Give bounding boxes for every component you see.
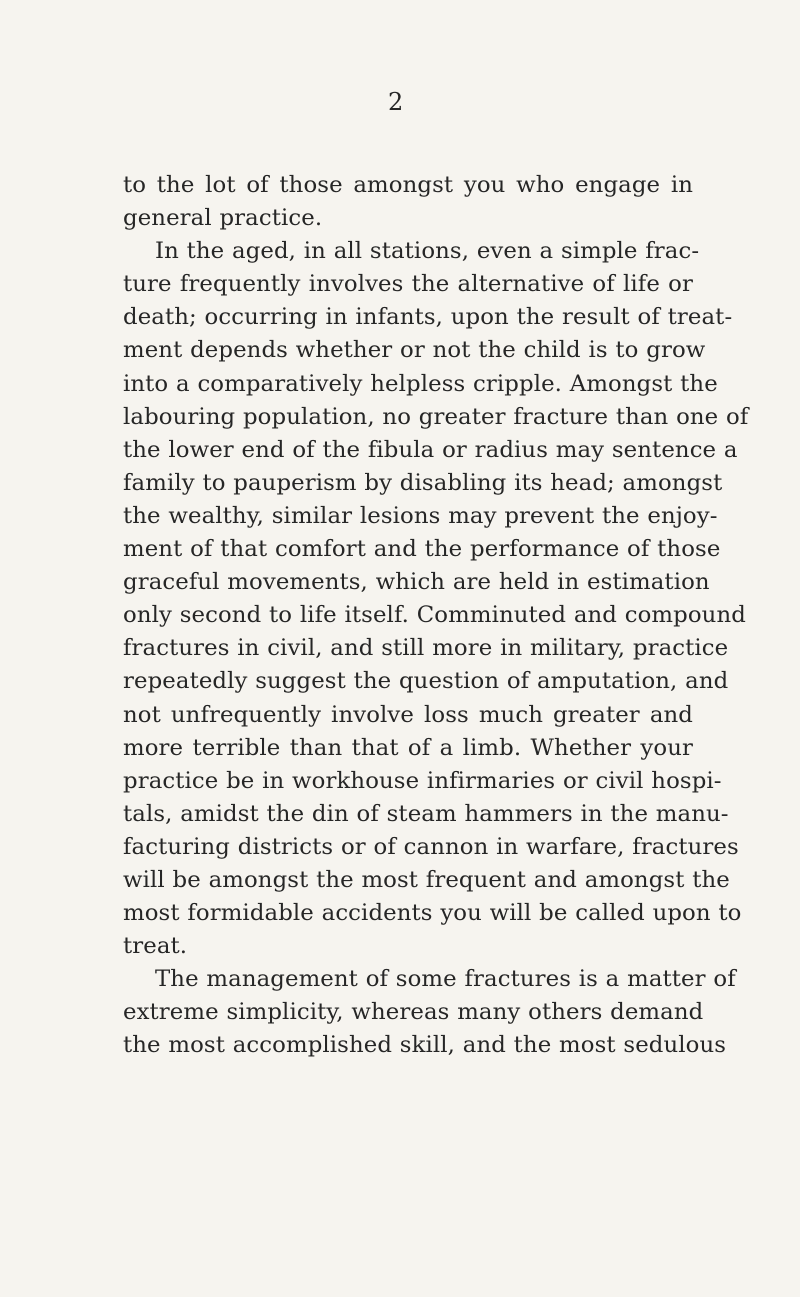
text-line: extreme simplicity, whereas many others demand: [123, 999, 704, 1026]
body-text: [123, 169, 749, 1063]
text-line: fractures in civil, and still more in military, practice: [123, 635, 729, 662]
text-line: family to pauperism by disabling its head; amongst: [123, 469, 723, 496]
text-line: will be amongst the most frequent and amongst the: [123, 866, 730, 893]
text-line: graceful movements, which are held in estimation: [123, 569, 710, 596]
text-line: to the lot of those amongst you who engage in: [123, 172, 693, 198]
text-line: death; occurring in infants, upon the result of treat-: [123, 304, 733, 331]
text-line: labouring population, no greater fracture than one of: [123, 403, 749, 430]
text-line: ment depends whether or not the child is to grow: [123, 337, 706, 364]
text-line: repeatedly suggest the question of amputation, and: [123, 668, 729, 695]
text-line: into a comparatively helpless cripple. Amongst the: [123, 370, 718, 397]
text-line: general practice.: [123, 205, 323, 232]
text-line: facturing districts or of cannon in warfare, fractures: [123, 833, 739, 860]
text-line: most formidable accidents you will be called upon to: [123, 900, 742, 927]
page-number: 2: [388, 88, 404, 116]
text-line: treat.: [123, 933, 188, 960]
text-line: only second to life itself. Comminuted and compound: [123, 602, 746, 629]
text-line: In the aged, in all stations, even a simple frac-: [155, 238, 700, 265]
text-line: tals, amidst the din of steam hammers in the manu-: [123, 800, 729, 827]
text-line: The management of some fractures is a matter of: [155, 966, 736, 993]
text-line: the wealthy, similar lesions may prevent the enjoy-: [123, 502, 718, 529]
text-line: practice be in workhouse infirmaries or civil hospi-: [123, 767, 722, 794]
text-line: ture frequently involves the alternative of life or: [123, 271, 693, 298]
text-line: the most accomplished skill, and the most sedulous: [123, 1032, 727, 1059]
text-line: more terrible than that of a limb. Whether your: [123, 734, 693, 761]
text-line: not unfrequently involve loss much greater and: [123, 701, 693, 728]
text-line: ment of that comfort and the performance of those: [123, 536, 721, 563]
text-line: the lower end of the fibula or radius may sentence a: [123, 436, 738, 463]
